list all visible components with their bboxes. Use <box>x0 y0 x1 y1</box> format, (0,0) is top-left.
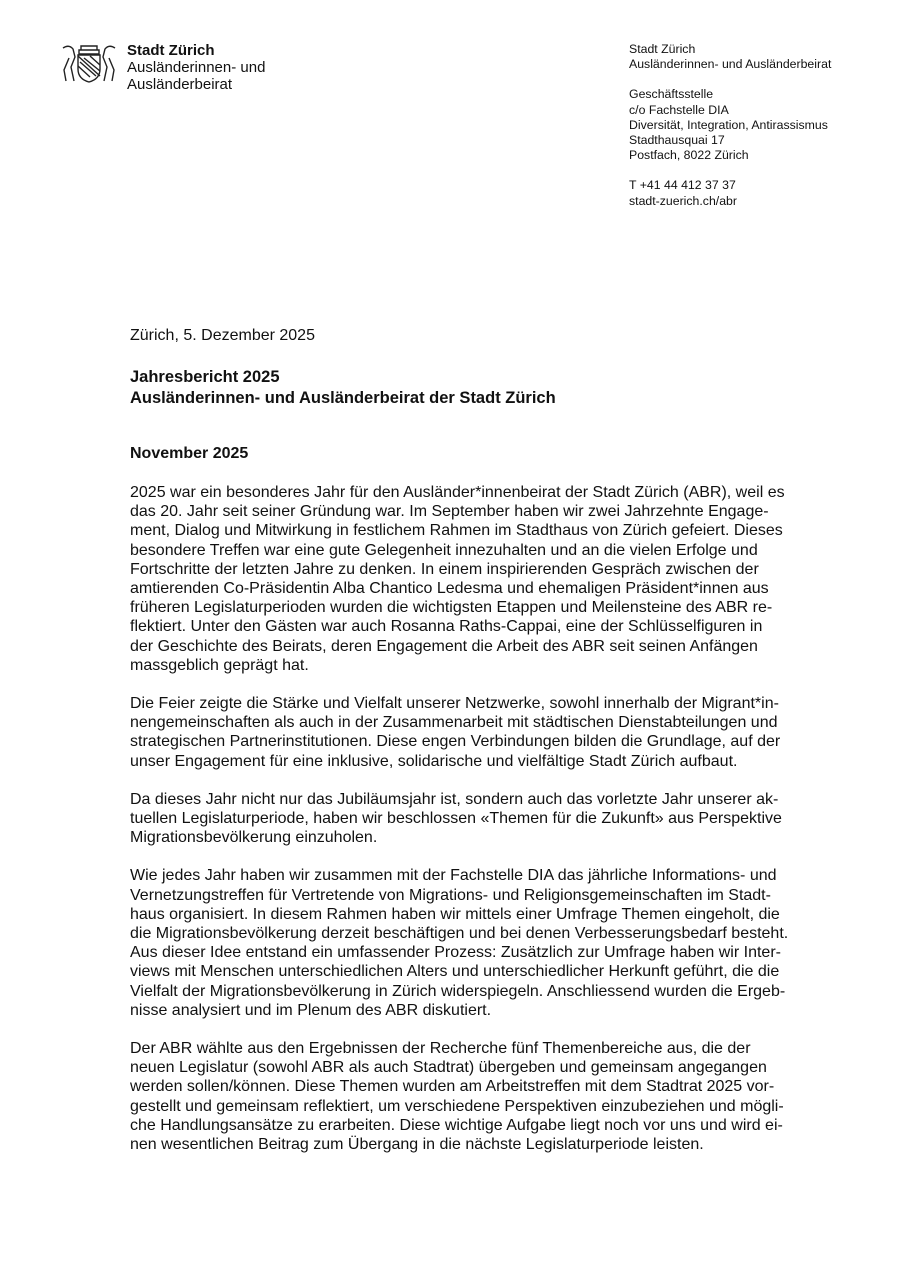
paragraph-line: unser Engagement für eine inklusive, solidarische und vielfältige Stadt Zürich aufbaut. <box>130 752 738 770</box>
paragraph-line: nen wesentlichen Beitrag zum Übergang in die nächste Legislaturperiode leisten. <box>130 1136 704 1154</box>
document-title <box>130 367 556 409</box>
brand-city: Stadt Zürich <box>127 42 215 59</box>
brand-council-line-1: Ausländerinnen- und <box>127 59 266 76</box>
paragraph-line: strategischen Partnerinstitutionen. Diese engen Verbindungen bilden die Grundlage, auf der <box>130 733 781 751</box>
title-line: Ausländerinnen- und Ausländerbeirat der Stadt Zürich <box>130 389 556 407</box>
sender-address <box>629 42 831 209</box>
address-line: Diversität, Integration, Antirassismus <box>629 117 828 132</box>
paragraph-line: Migrationsbevölkerung einzuholen. <box>130 829 378 847</box>
paragraph-line: Vielfalt der Migrationsbevölkerung in Zürich widerspiegeln. Anschliessend wurden die Ergeb- <box>130 982 786 1000</box>
paragraph-line: amtierenden Co-Präsidentin Alba Chantico Ledesma und ehemaligen Präsident*innen aus <box>130 580 769 598</box>
zurich-coat-of-arms-icon <box>60 42 118 84</box>
paragraph-line: Wie jedes Jahr haben wir zusammen mit der Fachstelle DIA das jährliche Informations- und <box>130 867 777 885</box>
title-line: Jahresbericht 2025 <box>130 368 280 386</box>
paragraph <box>130 866 830 1020</box>
paragraph-line: che Handlungsansätze zu erarbeiten. Diese wichtige Aufgabe liegt noch vor uns und wird ei- <box>130 1116 783 1134</box>
address-line: Geschäftsstelle <box>629 87 714 102</box>
paragraph <box>130 694 830 771</box>
paragraph-line: nengemeinschaften als auch in der Zusammenarbeit mit städtischen Dienstabteilungen und <box>130 714 778 732</box>
paragraph-line: der Geschichte des Beirats, deren Engagement die Arbeit des ABR seit seinen Anfängen <box>130 637 758 655</box>
paragraph-line: Da dieses Jahr nicht nur das Jubiläumsjahr ist, sondern auch das vorletzte Jahr unserer ak- <box>130 790 779 808</box>
paragraph <box>130 1039 830 1154</box>
paragraph-line: Aus dieser Idee entstand ein umfassender Prozess: Zusätzlich zur Umfrage haben wir Inter- <box>130 944 781 962</box>
paragraph-line: ment, Dialog und Mitwirkung in festlichem Rahmen im Stadthaus von Zürich gefeiert. Dieses <box>130 522 783 540</box>
address-line: c/o Fachstelle DIA <box>629 102 729 117</box>
paragraph-line: gestellt und gemeinsam reflektiert, um verschiedene Perspektiven einzubeziehen und mögli- <box>130 1097 784 1115</box>
paragraph-line: Vernetzungstreffen für Vertretende von Migrations- und Religionsgemeinschaften im Stadt- <box>130 886 771 904</box>
paragraph-line: das 20. Jahr seit seiner Gründung war. Im September haben wir zwei Jahrzehnte Engage- <box>130 503 769 521</box>
paragraph-line: die Migrationsbevölkerung derzeit beschäftigen und bei denen Verbesserungsbedarf besteht. <box>130 925 789 943</box>
brand-name <box>127 42 265 93</box>
paragraph-line: tuellen Legislaturperiode, haben wir beschlossen «Themen für die Zukunft» aus Perspektive <box>130 810 782 828</box>
website-link[interactable]: stadt-zuerich.ch/abr <box>629 193 737 208</box>
address-line: Stadt Zürich <box>629 42 696 56</box>
paragraph-line: massgeblich geprägt hat. <box>130 656 309 674</box>
paragraph-line: werden sollen/können. Diese Themen wurden am Arbeitstreffen mit dem Stadtrat 2025 vor- <box>130 1078 775 1096</box>
paragraph-line: nisse analysiert und im Plenum des ABR diskutiert. <box>130 1001 492 1019</box>
phone-number: T +41 44 412 37 37 <box>629 178 736 193</box>
paragraph-line: views mit Menschen unterschiedlichen Alters und unterschiedlicher Herkunft geführt, die die <box>130 963 780 981</box>
paragraph-line: Fortschritte der letzten Jahre zu denken. In einem inspirierenden Gespräch zwischen der <box>130 560 759 578</box>
place-date: Zürich, 5. Dezember 2025 <box>130 327 315 344</box>
paragraph-line: besondere Treffen war eine gute Gelegenheit innezuhalten und an die vielen Erfolge und <box>130 541 758 559</box>
paragraph-line: haus organisiert. In diesem Rahmen haben wir mittels einer Umfrage Themen eingeholt, die <box>130 905 780 923</box>
document-body <box>130 483 830 1173</box>
address-line: Stadthausquai 17 <box>629 133 725 148</box>
paragraph-line: Der ABR wählte aus den Ergebnissen der Recherche fünf Themenbereiche aus, die der <box>130 1040 751 1058</box>
paragraph-line: 2025 war ein besonderes Jahr für den Ausländer*innenbeirat der Stadt Zürich (ABR), weil es <box>130 484 785 501</box>
paragraph <box>130 790 830 848</box>
address-line: Postfach, 8022 Zürich <box>629 148 749 163</box>
paragraph-line: flektiert. Unter den Gästen war auch Rosanna Raths-Cappai, eine der Schlüsselfiguren in <box>130 618 763 636</box>
paragraph-line: früheren Legislaturperioden wurden die wichtigsten Etappen und Meilensteine des ABR re- <box>130 599 773 617</box>
address-line: Ausländerinnen- und Ausländerbeirat <box>629 57 832 72</box>
brand-council-line-2: Ausländerbeirat <box>127 76 233 93</box>
paragraph <box>130 483 830 675</box>
paragraph-line: neuen Legislatur (sowohl ABR als auch Stadtrat) übergeben und gemeinsam angegangen <box>130 1059 767 1077</box>
section-heading: November 2025 <box>130 445 249 462</box>
paragraph-line: Die Feier zeigte die Stärke und Vielfalt unserer Netzwerke, sowohl innerhalb der Migrant*in- <box>130 695 779 713</box>
